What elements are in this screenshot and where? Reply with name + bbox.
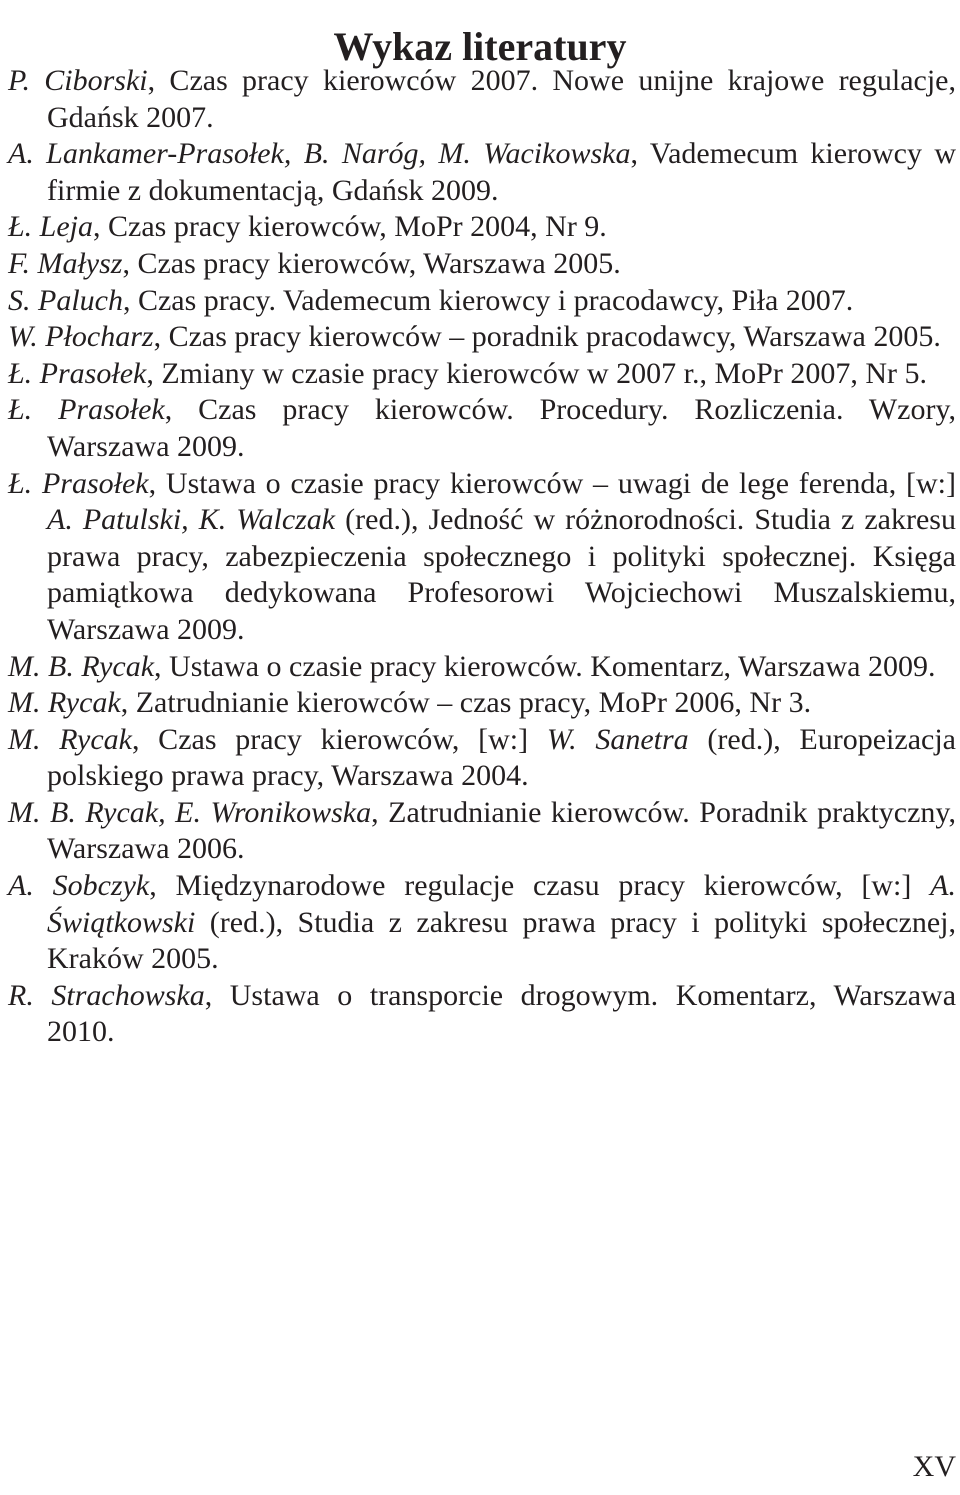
citation-text: (red.), Studia z zakresu prawa pracy i polityki społecznej, Kraków 2005. — [47, 905, 956, 976]
author-names: A. Lankamer-Prasołek, B. Naróg, M. Wacikowska — [8, 137, 631, 171]
bibliography-entry — [8, 246, 956, 283]
author-names: Ł. Leja — [8, 210, 94, 244]
bibliography-entry — [8, 722, 956, 795]
bibliography-entry — [8, 978, 956, 1051]
author-names: P. Ciborski — [8, 64, 148, 97]
citation-text: (red.), Europeizacja polskiego prawa pracy, Warszawa 2004. — [47, 722, 956, 793]
author-names: R. Strachowska — [8, 978, 205, 1012]
bibliography-entry — [8, 795, 956, 868]
citation-text: , Międzynarodowe regulacje czasu pracy kierowców, [w:] — [149, 869, 931, 903]
citation-text: , Czas pracy kierowców – poradnik pracodawcy, Warszawa 2005. — [153, 320, 941, 354]
bibliography-entry — [8, 283, 956, 320]
bibliography-entry — [8, 868, 956, 978]
author-names: Ł. Prasołek — [8, 466, 149, 500]
citation-text: , Czas pracy kierowców. Procedury. Rozliczenia. Wzory, Warszawa 2009. — [47, 393, 956, 463]
citation-text: , Ustawa o czasie pracy kierowców – uwagi de lege ferenda, [w:] — [148, 466, 957, 500]
page-number: XV — [912, 1450, 956, 1483]
bibliography-entry — [8, 136, 956, 209]
author-names: M. Rycak — [8, 686, 121, 720]
author-names: A. Patulski, K. Walczak — [47, 503, 336, 537]
author-names: W. Sanetra — [546, 722, 689, 756]
author-names: Ł. Prasołek — [8, 356, 147, 390]
citation-text: , Zatrudnianie kierowców. Poradnik praktyczny, Warszawa 2006. — [47, 795, 956, 866]
citation-text: , Vademecum kierowcy w firmie z dokumentacją, Gdańsk 2009. — [47, 137, 957, 207]
author-names: M. Rycak — [8, 722, 132, 756]
citation-text: , Czas pracy kierowców 2007. Nowe unijne krajowe regulacje, Gdańsk 2007. — [47, 64, 956, 134]
citation-text: , Ustawa o czasie pracy kierowców. Komentarz, Warszawa 2009. — [154, 649, 936, 683]
author-names: W. Płocharz — [8, 320, 154, 354]
bibliography-entry — [8, 209, 956, 246]
author-names: M. B. Rycak — [8, 649, 155, 683]
bibliography-entry — [8, 685, 956, 722]
author-names: A. Świątkowski — [47, 869, 956, 939]
citation-text: , Ustawa o transporcie drogowym. Komentarz, Warszawa 2010. — [47, 978, 957, 1049]
author-names: F. Małysz — [8, 246, 123, 280]
page-title: Wykaz literatury — [333, 23, 627, 69]
bibliography-entry — [8, 356, 956, 393]
citation-text: , Zmiany w czasie pracy kierowców w 2007 r., MoPr 2007, Nr 5. — [146, 356, 927, 390]
citation-text: , Czas pracy kierowców, Warszawa 2005. — [122, 246, 621, 280]
bibliography-entry — [8, 649, 956, 686]
citation-text: , Zatrudnianie kierowców – czas pracy, MoPr 2006, Nr 3. — [120, 686, 812, 720]
bibliography-entry — [8, 63, 956, 136]
bibliography-entry — [8, 392, 956, 465]
author-names: Ł. Prasołek — [8, 393, 165, 427]
author-names: S. Paluch — [8, 283, 123, 317]
bibliography-entry — [8, 466, 956, 649]
citation-text: , Czas pracy kierowców, MoPr 2004, Nr 9. — [93, 210, 607, 244]
bibliography-entry — [8, 319, 956, 356]
citation-text: (red.), Jedność w różnorodności. Studia z zakresu prawa pracy, zabezpieczenia społecznego i polityki społecznej. Księga pamiątkowa dedykowana Profesorowi Wojciechowi Muszalskiemu, Warszawa 2009. — [47, 503, 956, 646]
bibliography-list — [8, 63, 956, 1051]
author-names: A. Sobczyk — [8, 869, 150, 903]
author-names: M. B. Rycak, E. Wronikowska — [8, 795, 372, 829]
citation-text: , Czas pracy. Vademecum kierowcy i pracodawcy, Piła 2007. — [122, 283, 854, 317]
citation-text: , Czas pracy kierowców, [w:] — [131, 722, 547, 756]
